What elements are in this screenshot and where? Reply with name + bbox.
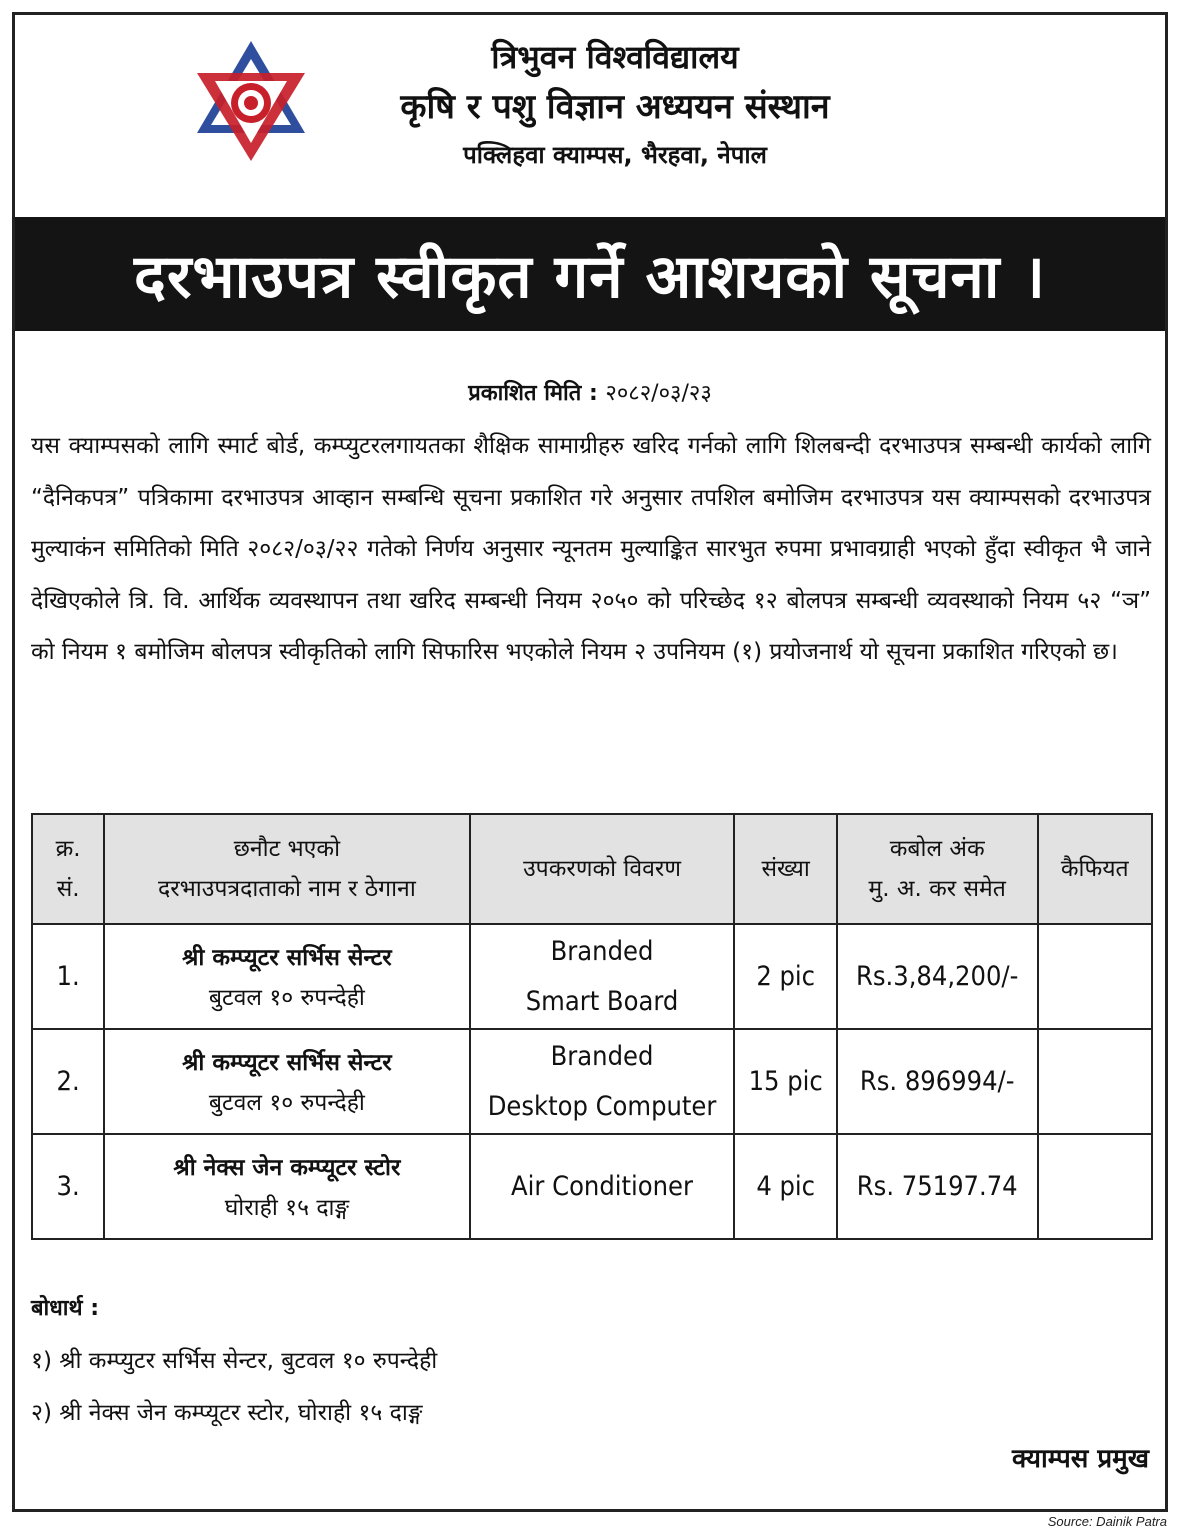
- vendor-address: बुटवल १० रुपन्देही: [208, 1089, 365, 1116]
- row-description: [470, 1134, 735, 1239]
- table-row: [32, 1029, 1152, 1134]
- header-description: उपकरणको विवरण: [470, 814, 735, 924]
- notice-header: [15, 15, 1165, 215]
- row-quantity: 2 pic: [734, 924, 836, 1029]
- vendor-name: श्री नेक्स जेन कम्प्यूटर स्टोर: [173, 1154, 401, 1181]
- notice-frame: [12, 12, 1168, 1512]
- header-vendor-line2: दरभाउपत्रदाताको नाम र ठेगाना: [158, 876, 416, 902]
- campus-name: पक्लिहवा क्याम्पस, भैरहवा, नेपाल: [463, 141, 767, 169]
- cc-item: २) श्री नेक्स जेन कम्प्यूटर स्टोर, घोराही १५ दाङ्ग: [31, 1400, 423, 1426]
- row-quantity: 15 pic: [734, 1029, 836, 1134]
- row-remarks: [1038, 1134, 1152, 1239]
- notice-title: दरभाउपत्र स्वीकृत गर्ने आशयको सूचना ।: [133, 242, 1047, 312]
- row-remarks: [1038, 1029, 1152, 1134]
- description-line2: Smart Board: [525, 985, 679, 1017]
- notice-body: यस क्याम्पसको लागि स्मार्ट बोर्ड, कम्प्युटरलगायतका शैक्षिक सामाग्रीहरु खरिद गर्नको लागि शिलबन्दी दरभाउपत्र सम्बन्धी कार्यको लागि “दैनिकपत्र” पत्रिकामा दरभाउपत्र आव्हान सम्बन्धि सूचना प्रकाशित गरे अनुसार तपशिल बमोजिम दरभाउपत्र यस क्याम्पसको दरभाउपत्र मुल्याकंन समितिको मिति २०८२/०३/२२ गतेको निर्णय अनुसार न्यूनतम मुल्याङ्कित सारभुत रुपमा प्रभावग्राही भएको हुँदा स्वीकृत भै जाने देखिएकोले त्रि. वि. आर्थिक व्यवस्थापन तथा खरिद सम्बन्धी नियम २०५० को परिच्छेद १२ बोलपत्र सम्बन्धी व्यवस्थाको नियम ५२ “ञ” को नियम १ बमोजिम बोलपत्र स्वीकृतिको लागि सिफारिस भएकोले नियम २ उपनियम (१) प्रयोजनार्थ यो सूचना प्रकाशित गरिएको छ।: [31, 433, 1151, 665]
- notice-title-banner: [15, 217, 1165, 331]
- table-row: [32, 924, 1152, 1029]
- row-description: [470, 1029, 735, 1134]
- published-date-label: प्रकाशित मिति :: [468, 381, 598, 406]
- row-quantity: 4 pic: [734, 1134, 836, 1239]
- signatory-title: क्याम्पस प्रमुख: [1011, 1444, 1149, 1474]
- awarded-bids-table: [31, 813, 1153, 1240]
- header-vendor-line1: छनौट भएको: [233, 836, 341, 862]
- description-line2: Desktop Computer: [487, 1090, 717, 1122]
- row-sn: 3.: [32, 1134, 104, 1239]
- header-amount-line2: मु. अ. कर समेत: [868, 876, 1006, 902]
- cc-heading: बोधार्थ :: [31, 1296, 100, 1321]
- row-vendor: [104, 1134, 469, 1239]
- row-description: [470, 924, 735, 1029]
- university-name: त्रिभुवन विश्वविद्यालय: [491, 38, 739, 76]
- vendor-address: बुटवल १० रुपन्देही: [208, 984, 365, 1011]
- header-amount: [837, 814, 1038, 924]
- row-vendor: [104, 1029, 469, 1134]
- organization-block: [315, 35, 915, 175]
- row-amount: Rs. 896994/-: [837, 1029, 1038, 1134]
- row-sn: 2.: [32, 1029, 104, 1134]
- row-vendor: [104, 924, 469, 1029]
- tribhuvan-university-emblem-icon: [193, 37, 309, 165]
- description-line1: Branded: [550, 1040, 654, 1072]
- table-row: [32, 1134, 1152, 1239]
- row-amount: Rs. 75197.74: [837, 1134, 1038, 1239]
- row-sn: 1.: [32, 924, 104, 1029]
- cc-list: [31, 1283, 437, 1439]
- cc-item: १) श्री कम्प्युटर सर्भिस सेन्टर, बुटवल १० रुपन्देही: [31, 1348, 438, 1374]
- published-date-value: २०८२/०३/२३: [605, 381, 712, 406]
- vendor-address: घोराही १५ दाङ्ग: [224, 1194, 350, 1221]
- institute-name: कृषि र पशु विज्ञान अध्ययन संस्थान: [400, 87, 830, 127]
- row-amount: Rs.3,84,200/-: [837, 924, 1038, 1029]
- header-quantity: संख्या: [734, 814, 836, 924]
- description-line1: Air Conditioner: [511, 1170, 693, 1202]
- header-amount-line1: कबोल अंक: [889, 836, 985, 862]
- vendor-name: श्री कम्प्यूटर सर्भिस सेन्टर: [182, 1049, 392, 1076]
- header-vendor: [104, 814, 469, 924]
- description-line1: Branded: [550, 935, 654, 967]
- vendor-name: श्री कम्प्यूटर सर्भिस सेन्टर: [182, 944, 392, 971]
- header-sn-line2: सं.: [56, 876, 80, 902]
- source-credit: Source: Dainik Patra: [1047, 1514, 1167, 1529]
- header-sn: [32, 814, 104, 924]
- published-date: [15, 377, 1165, 407]
- table-header-row: [32, 814, 1152, 924]
- header-sn-line1: क्र.: [55, 836, 81, 862]
- header-remarks: कैफियत: [1038, 814, 1152, 924]
- row-remarks: [1038, 924, 1152, 1029]
